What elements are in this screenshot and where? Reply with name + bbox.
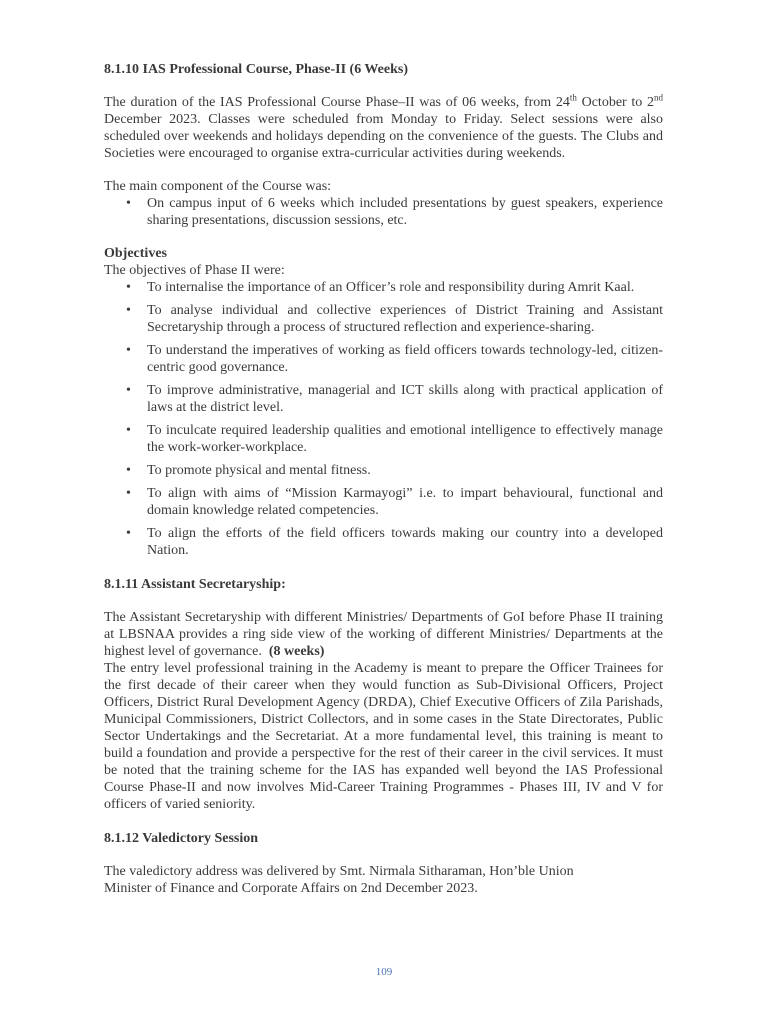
objectives-list (104, 279, 663, 559)
bullet-icon: • (126, 303, 131, 318)
bullet-icon: • (126, 280, 131, 295)
list-item-text: On campus input of 6 weeks which included presentations by guest speakers, experience sharing presentations, discussion sessions, etc. (147, 196, 663, 228)
list-item (104, 422, 663, 456)
list-item (104, 195, 663, 229)
component-intro: The main component of the Course was: (104, 179, 332, 194)
section-heading-8-1-10: 8.1.10 IAS Professional Course, Phase-II (6 Weeks) (104, 62, 408, 77)
list-item (104, 279, 663, 296)
list-item (104, 302, 663, 336)
bullet-icon: • (126, 196, 131, 211)
page-number: 109 (375, 966, 393, 978)
entry-level-training-paragraph: The entry level professional training in the Academy is meant to prepare the Officer Trainees for the first decade of their career when they would function as Sub-Divisional Officers, Project Officers, District Rural Development Agency (DRDA), Chief Executive Officers of Zila Parishads, Municipal Commissioners, District Collectors, and in some cases in the State Directorates, Public Sector Undertakings and the Secretariat. At a more fundamental level, this training is meant to build a foundation and provide a perspective for the rest of their career in the civil services. It must be noted that the training scheme for the IAS has expanded well beyond the IAS Professional Course Phase-II and now involves Mid-Career Training Programmes - Phases III, IV and V for officers of varied seniority. (104, 661, 663, 812)
document-page (104, 0, 663, 897)
bullet-icon: • (126, 383, 131, 398)
bullet-icon: • (126, 423, 131, 438)
superscript-th: th (569, 92, 577, 103)
section-heading-8-1-12: 8.1.12 Valedictory Session (104, 831, 259, 846)
valedictory-line-1: The valedictory address was delivered by Smt. Nirmala Sitharaman, Hon’ble Union (104, 864, 574, 879)
superscript-nd: nd (654, 92, 663, 103)
assistant-secretaryship-paragraph (104, 609, 663, 660)
bullet-icon: • (126, 463, 131, 478)
list-item (104, 342, 663, 376)
section-heading-8-1-11: 8.1.11 Assistant Secretaryship: (104, 577, 286, 592)
duration-emphasis: (8 weeks) (268, 644, 325, 659)
list-item-text: To align with aims of “Mission Karmayogi” i.e. to impart behavioural, functional and domain knowledge related competencies. (147, 486, 663, 518)
list-item (104, 485, 663, 519)
list-item-text: To internalise the importance of an Officer’s role and responsibility during Amrit Kaal. (147, 280, 635, 295)
list-item-text: To promote physical and mental fitness. (147, 463, 371, 478)
list-item (104, 462, 663, 479)
duration-text-b: October to 2 (576, 95, 654, 110)
list-item (104, 525, 663, 559)
bullet-icon: • (126, 486, 131, 501)
list-item-text: To improve administrative, managerial and ICT skills along with practical application of laws at the district level. (147, 383, 663, 415)
list-item-text: To analyse individual and collective experiences of District Training and Assistant Secretaryship through a process of structured reflection and experience-sharing. (147, 303, 663, 335)
bullet-icon: • (126, 343, 131, 358)
duration-text-c: December 2023. Classes were scheduled from Monday to Friday. Select sessions were also scheduled over weekends and holidays depending on the convenience of the guests. The Clubs and Societies were encouraged to organise extra-curricular activities during weekends. (104, 112, 663, 161)
valedictory-paragraph (104, 863, 663, 897)
bullet-icon: • (126, 526, 131, 541)
component-list (104, 195, 663, 229)
objectives-heading: Objectives (104, 246, 167, 261)
valedictory-line-2: Minister of Finance and Corporate Affairs on 2nd December 2023. (104, 881, 478, 896)
list-item (104, 382, 663, 416)
duration-paragraph (104, 94, 663, 162)
assistant-secretaryship-text: The Assistant Secretaryship with different Ministries/ Departments of GoI before Phase II training at LBSNAA provides a ring side view of the working of different Ministries/ Departments at the highest level of governance. (104, 610, 663, 659)
list-item-text: To align the efforts of the field officers towards making our country into a developed Nation. (147, 526, 663, 558)
list-item-text: To understand the imperatives of working as field officers towards technology-led, citizen-centric good governance. (147, 343, 663, 375)
duration-text-a: The duration of the IAS Professional Course Phase–II was of 06 weeks, from 24 (104, 95, 570, 110)
objectives-intro: The objectives of Phase II were: (104, 263, 285, 278)
list-item-text: To inculcate required leadership qualities and emotional intelligence to effectively manage the work-worker-workplace. (147, 423, 663, 455)
